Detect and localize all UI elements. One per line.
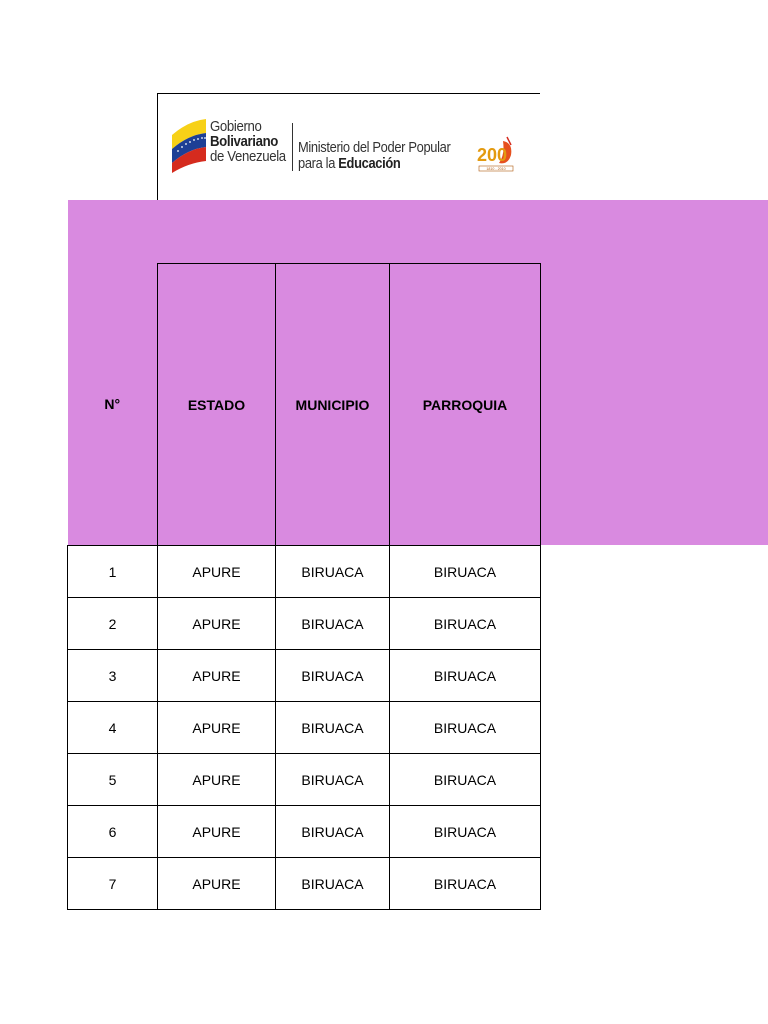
- ministry-line-2-bold: Educación: [338, 155, 401, 172]
- cell-municipio: BIRUACA: [276, 598, 390, 650]
- cell-parroquia: BIRUACA: [390, 546, 541, 598]
- cell-number: 1: [68, 546, 158, 598]
- cell-parroquia: BIRUACA: [390, 598, 541, 650]
- table-row: [68, 858, 541, 910]
- cell-number: 3: [68, 650, 158, 702]
- gov-line-3: de Venezuela: [210, 148, 286, 165]
- cell-estado: APURE: [158, 858, 276, 910]
- cell-number: 7: [68, 858, 158, 910]
- bicentennial-digits: 200: [477, 145, 508, 165]
- venezuela-flag-icon: [170, 115, 208, 173]
- ministry-line-1: Ministerio del Poder Popular: [298, 139, 451, 156]
- column-header-municipio: MUNICIPIO: [276, 264, 390, 546]
- logo-divider: [292, 123, 293, 171]
- table-row: [68, 754, 541, 806]
- cell-municipio: BIRUACA: [276, 754, 390, 806]
- government-logo: [170, 113, 520, 177]
- cell-parroquia: BIRUACA: [390, 754, 541, 806]
- table-row: [68, 702, 541, 754]
- cell-parroquia: BIRUACA: [390, 806, 541, 858]
- column-header-estado: ESTADO: [158, 264, 276, 546]
- cell-parroquia: BIRUACA: [390, 702, 541, 754]
- cell-estado: APURE: [158, 702, 276, 754]
- table-header-row: [68, 264, 541, 546]
- ministry-name: [298, 140, 450, 172]
- cell-municipio: BIRUACA: [276, 858, 390, 910]
- data-table: [67, 263, 541, 910]
- cell-municipio: BIRUACA: [276, 546, 390, 598]
- cell-number: 2: [68, 598, 158, 650]
- bicentennial-years: 1810 - 2010: [486, 167, 506, 171]
- cell-estado: APURE: [158, 754, 276, 806]
- cell-municipio: BIRUACA: [276, 806, 390, 858]
- cell-parroquia: BIRUACA: [390, 650, 541, 702]
- gov-line-1: Gobierno: [210, 118, 262, 135]
- cell-estado: APURE: [158, 546, 276, 598]
- cell-estado: APURE: [158, 598, 276, 650]
- column-header-number: N°: [68, 264, 158, 546]
- cell-estado: APURE: [158, 650, 276, 702]
- cell-estado: APURE: [158, 806, 276, 858]
- column-header-parroquia: PARROQUIA: [390, 264, 541, 546]
- gov-line-2: Bolivariano: [210, 133, 279, 150]
- cell-number: 5: [68, 754, 158, 806]
- bicentennial-logo-icon: [475, 135, 517, 175]
- cell-municipio: BIRUACA: [276, 650, 390, 702]
- table-row: [68, 650, 541, 702]
- government-name: [210, 119, 286, 164]
- table-row: [68, 806, 541, 858]
- cell-municipio: BIRUACA: [276, 702, 390, 754]
- cell-number: 4: [68, 702, 158, 754]
- table-row: [68, 546, 541, 598]
- cell-parroquia: BIRUACA: [390, 858, 541, 910]
- ministry-line-2: [298, 156, 450, 172]
- ministry-line-2-prefix: para la: [298, 155, 339, 172]
- table-row: [68, 598, 541, 650]
- cell-number: 6: [68, 806, 158, 858]
